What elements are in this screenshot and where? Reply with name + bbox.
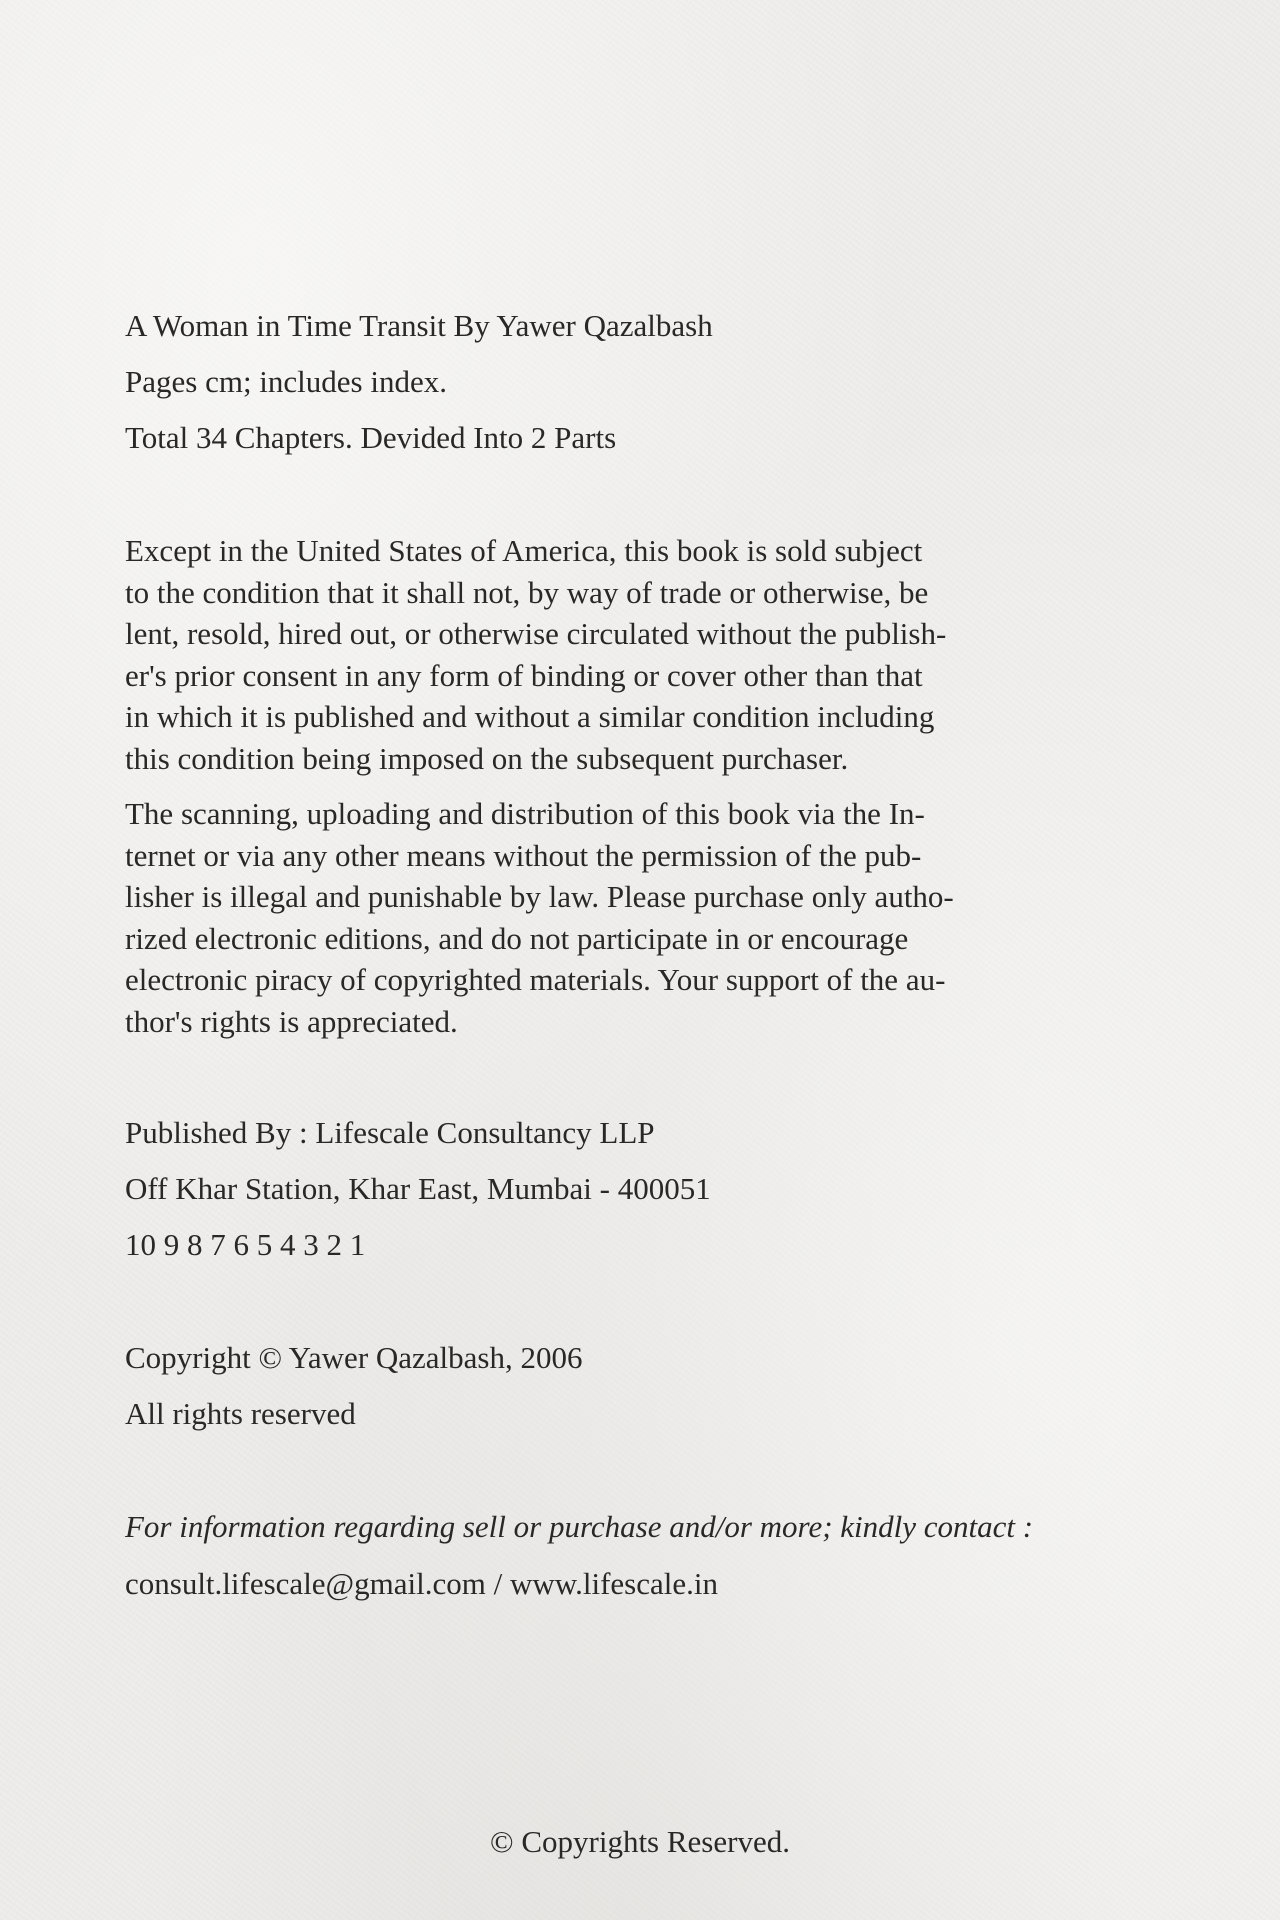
paragraph-line: electronic piracy of copyrighted materials. Your support of the au- [125, 962, 946, 997]
paragraph-line: ternet or via any other means without the permission of the pub- [125, 837, 922, 873]
footer-copyright-notice: © Copyrights Reserved. [490, 1824, 790, 1859]
publisher-address-line: Off Khar Station, Khar East, Mumbai - 400051 [125, 1171, 711, 1206]
rights-reserved-line: All rights reserved [125, 1396, 356, 1431]
book-title-line: A Woman in Time Transit By Yawer Qazalbash [125, 308, 713, 343]
paragraph-line: in which it is published and without a similar condition including [125, 699, 935, 734]
contact-prompt-line: For information regarding sell or purchase and/or more; kindly contact : [125, 1509, 1034, 1544]
paragraph-line: this condition being imposed on the subsequent purchaser. [125, 740, 849, 776]
paragraph-line: rized electronic editions, and do not participate in or encourage [125, 920, 909, 956]
printing-number-line: 10 9 8 7 6 5 4 3 2 1 [125, 1227, 366, 1262]
paragraph-line: Except in the United States of America, this book is sold subject [125, 533, 923, 568]
paragraph-line: lisher is illegal and punishable by law. Please purchase only autho- [125, 879, 954, 914]
copyright-line: Copyright © Yawer Qazalbash, 2006 [125, 1340, 583, 1375]
paragraph-line: The scanning, uploading and distribution of this book via the In- [125, 796, 925, 831]
paragraph-line: er's prior consent in any form of binding or cover other than that [125, 657, 923, 693]
pages-line: Pages cm; includes index. [125, 364, 447, 399]
paragraph-line: thor's rights is appreciated. [125, 1003, 458, 1039]
chapters-line: Total 34 Chapters. Devided Into 2 Parts [125, 420, 617, 455]
contact-details-line: consult.lifescale@gmail.com / www.lifescale.in [125, 1566, 718, 1601]
resale-notice-paragraph [125, 530, 1125, 779]
piracy-notice-paragraph [125, 793, 1125, 1042]
paragraph-line: to the condition that it shall not, by way of trade or otherwise, be [125, 574, 929, 610]
published-by-line: Published By : Lifescale Consultancy LLP [125, 1115, 655, 1150]
paragraph-line: lent, resold, hired out, or otherwise circulated without the publish- [125, 616, 947, 651]
